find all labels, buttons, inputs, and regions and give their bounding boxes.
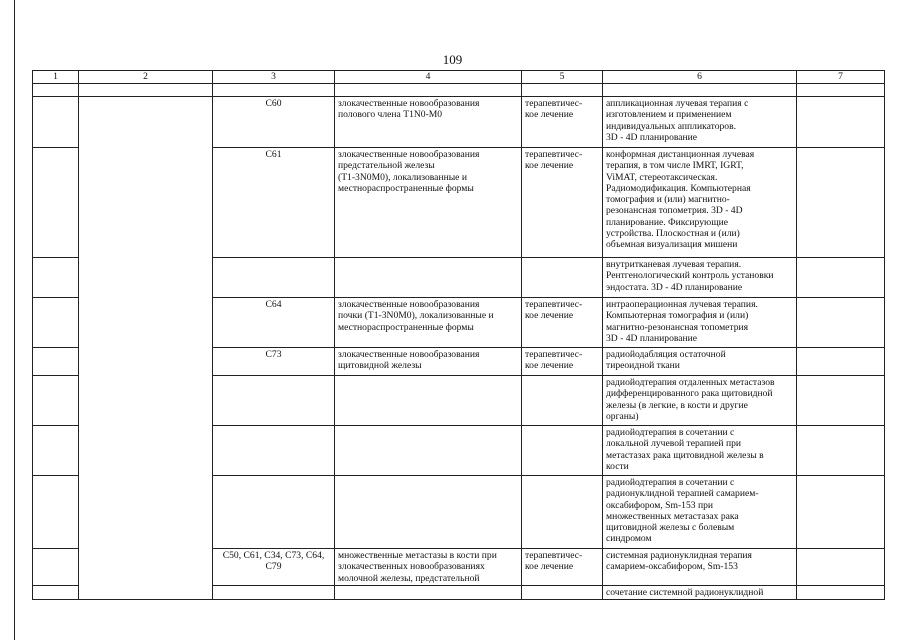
diagnosis-code-cell xyxy=(213,376,335,426)
treatment-method-cell-line: сочетание системной радионуклидной xyxy=(606,586,764,598)
treatment-method-cell-line: радиойодтерапия в сочетании с xyxy=(606,477,735,488)
col7-cell xyxy=(797,476,885,549)
treatment-method-cell-line: синдромом xyxy=(606,533,652,545)
page-number: 109 xyxy=(442,52,463,67)
col7-cell xyxy=(797,258,885,298)
treatment-method-cell-line: локальной лучевой терапией при xyxy=(606,438,742,450)
treatment-method-cell-line: органы) xyxy=(606,410,639,422)
treatment-method-cell-line: радиойодтерапия в сочетании с xyxy=(606,427,735,438)
col1-cell xyxy=(33,97,79,148)
diagnosis-cell-line: злокачественные новообразования xyxy=(338,149,480,160)
treatment-method-cell xyxy=(603,258,797,298)
treatment-method-cell-line: оксабифором, Sm-153 при xyxy=(606,499,714,511)
diagnosis-code-cell xyxy=(213,84,335,97)
col7-cell xyxy=(797,585,885,599)
diagnosis-code-cell xyxy=(213,148,335,258)
column-number-header-row xyxy=(33,71,885,84)
col2-cell xyxy=(79,97,213,600)
diagnosis-cell-line: предстательной железы xyxy=(338,160,435,172)
treatment-type-cell-line: терапевтичес- xyxy=(525,149,583,160)
diagnosis-cell xyxy=(335,84,522,97)
treatment-type-cell xyxy=(522,376,603,426)
diagnosis-cell-line: щитовидной железы xyxy=(338,360,422,372)
treatment-method-cell-line: кости xyxy=(606,460,629,472)
col1-cell xyxy=(33,476,79,549)
diagnosis-cell-line: местнораспространенные формы xyxy=(338,321,474,333)
treatment-method-cell xyxy=(603,148,797,258)
treatment-method-cell xyxy=(603,84,797,97)
treatment-method-cell-line: самарием-оксабифором, Sm-153 xyxy=(606,561,738,573)
treatment-type-cell-line: терапевтичес- xyxy=(525,299,583,310)
treatment-method-cell-line: радиойодабляция остаточной xyxy=(606,349,726,360)
diagnosis-code-cell xyxy=(213,549,335,586)
diagnosis-code-cell xyxy=(213,585,335,599)
treatment-method-cell-line: резонансная топометрия. 3D - 4D xyxy=(606,205,743,217)
col1-cell xyxy=(33,348,79,376)
treatment-type-cell xyxy=(522,585,603,599)
treatment-method-cell xyxy=(603,476,797,549)
treatment-method-cell-line: радиойодтерапия отдаленных метастазов xyxy=(606,377,775,388)
col7-cell xyxy=(797,348,885,376)
diagnosis-cell-line: почки (T1-3N0M0), локализованные и xyxy=(338,310,494,322)
treatment-type-cell-line: кое лечение xyxy=(525,360,574,372)
table-row xyxy=(33,97,885,148)
column-header: 5 xyxy=(522,71,603,84)
diagnosis-cell xyxy=(335,97,522,148)
diagnosis-code-cell-line: C73 xyxy=(265,349,282,360)
treatment-type-cell xyxy=(522,97,603,148)
col2-cell xyxy=(79,84,213,97)
diagnosis-cell-line: местнораспространенные формы xyxy=(338,182,474,194)
treatment-method-cell xyxy=(603,298,797,348)
diagnosis-code-cell xyxy=(213,298,335,348)
treatment-type-cell xyxy=(522,298,603,348)
treatment-method-cell-line: внутритканевая лучевая терапия. xyxy=(606,259,742,270)
treatment-method-cell-line: Компьютерная томография и (или) xyxy=(606,310,749,322)
treatment-method-cell xyxy=(603,549,797,586)
col7-cell xyxy=(797,298,885,348)
diagnosis-cell-line: множественные метастазы в кости при xyxy=(338,550,497,561)
col1-cell xyxy=(33,258,79,298)
treatment-method-cell-line: конформная дистанционная лучевая xyxy=(606,149,755,160)
treatment-method-cell-line: дифференцированного рака щитовидной xyxy=(606,388,773,400)
diagnosis-code-cell xyxy=(213,258,335,298)
treatment-method-cell xyxy=(603,426,797,476)
diagnosis-code-cell-line: C50, C61, C34, C73, C64, xyxy=(222,550,325,561)
treatment-method-cell-line: аппликационная лучевая терапия с xyxy=(606,98,749,109)
treatment-type-cell xyxy=(522,549,603,586)
column-header: 4 xyxy=(335,71,522,84)
treatment-type-cell-line: терапевтичес- xyxy=(525,550,583,561)
diagnosis-code-cell-line: C61 xyxy=(265,149,282,160)
treatment-method-cell-line: метастазах рака щитовидной железы в xyxy=(606,449,764,461)
treatment-type-cell xyxy=(522,148,603,258)
diagnosis-code-cell-line: C79 xyxy=(265,561,282,573)
column-header: 2 xyxy=(79,71,213,84)
treatment-method-cell xyxy=(603,97,797,148)
diagnosis-cell-line: молочной железы, предстательной xyxy=(338,572,480,584)
treatment-type-cell xyxy=(522,476,603,549)
treatment-type-cell-line: кое лечение xyxy=(525,109,574,121)
treatment-method-cell-line: эндостата. 3D - 4D планирование xyxy=(606,281,743,293)
col7-cell xyxy=(797,97,885,148)
treatment-method-cell-line: тиреоидной ткани xyxy=(606,360,680,372)
column-header: 3 xyxy=(213,71,335,84)
column-header: 7 xyxy=(797,71,885,84)
diagnosis-cell xyxy=(335,376,522,426)
treatment-method-cell-line: интраоперационная лучевая терапия. xyxy=(606,299,758,310)
diagnosis-cell xyxy=(335,258,522,298)
treatment-method-cell-line: множественных метастазах рака xyxy=(606,510,739,522)
diagnosis-code-cell xyxy=(213,426,335,476)
treatment-method-cell-line: 3D - 4D планирование xyxy=(606,131,698,143)
diagnosis-code-cell xyxy=(213,476,335,549)
treatment-method-cell-line: индивидуальных аппликаторов. xyxy=(606,120,737,132)
treatment-method-cell xyxy=(603,585,797,599)
col1-cell xyxy=(33,298,79,348)
treatment-type-cell xyxy=(522,348,603,376)
treatment-method-cell-line: системная радионуклидная терапия xyxy=(606,550,752,561)
treatment-type-cell-line: кое лечение xyxy=(525,310,574,322)
treatment-method-cell xyxy=(603,376,797,426)
treatment-method-cell-line: Радиомодификация. Компьютерная xyxy=(606,182,751,194)
col1-cell xyxy=(33,84,79,97)
diagnosis-code-cell xyxy=(213,348,335,376)
diagnosis-cell xyxy=(335,476,522,549)
treatment-method-cell-line: планирование. Фиксирующие xyxy=(606,216,728,228)
treatment-method-cell-line: магнитно-резонансная топометрия xyxy=(606,321,749,333)
diagnosis-cell-line: злокачественных новообразованиях xyxy=(338,561,485,573)
diagnosis-cell xyxy=(335,549,522,586)
treatment-type-cell xyxy=(522,426,603,476)
col7-cell xyxy=(797,376,885,426)
col7-cell xyxy=(797,549,885,586)
treatment-method-cell-line: железы (в легкие, в кости и другие xyxy=(606,399,748,411)
diagnosis-code-cell-line: C60 xyxy=(265,98,282,109)
col1-cell xyxy=(33,148,79,258)
treatment-type-cell-line: кое лечение xyxy=(525,561,574,573)
treatment-method-cell-line: терапия, в том числе IMRT, IGRT, xyxy=(606,160,744,172)
col7-cell xyxy=(797,426,885,476)
diagnosis-code-cell-line: C64 xyxy=(265,299,282,310)
table-row xyxy=(33,84,885,97)
treatment-method-cell-line: радионуклидной терапией самарием- xyxy=(606,488,759,500)
col1-cell xyxy=(33,585,79,599)
medical-procedures-table xyxy=(32,70,885,600)
column-header: 6 xyxy=(603,71,797,84)
treatment-method-cell-line: объемная визуализация мишени xyxy=(606,239,738,251)
treatment-type-cell xyxy=(522,258,603,298)
diagnosis-cell-line: злокачественные новообразования xyxy=(338,98,480,109)
treatment-method-cell xyxy=(603,348,797,376)
col1-cell xyxy=(33,426,79,476)
page-left-border xyxy=(14,0,15,640)
diagnosis-cell xyxy=(335,585,522,599)
diagnosis-cell-line: злокачественные новообразования xyxy=(338,349,480,360)
diagnosis-cell-line: злокачественные новообразования xyxy=(338,299,480,310)
treatment-method-cell-line: устройства. Плоскостная и (или) xyxy=(606,228,740,240)
diagnosis-cell xyxy=(335,298,522,348)
diagnosis-cell-line: полового члена T1N0-M0 xyxy=(338,109,443,121)
treatment-method-cell-line: щитовидной железы с болевым xyxy=(606,522,735,534)
col1-cell xyxy=(33,376,79,426)
col1-cell xyxy=(33,549,79,586)
treatment-method-cell-line: томография и (или) магнитно- xyxy=(606,194,730,206)
treatment-method-cell-line: 3D - 4D планирование xyxy=(606,332,698,344)
treatment-method-cell-line: изготовлением и применением xyxy=(606,109,732,121)
diagnosis-cell-line: (T1-3N0M0), локализованные и xyxy=(338,171,467,183)
treatment-type-cell-line: кое лечение xyxy=(525,160,574,172)
diagnosis-cell xyxy=(335,348,522,376)
treatment-type-cell-line: терапевтичес- xyxy=(525,349,583,360)
col7-cell xyxy=(797,84,885,97)
column-header: 1 xyxy=(33,71,79,84)
diagnosis-cell xyxy=(335,148,522,258)
diagnosis-code-cell xyxy=(213,97,335,148)
treatment-method-cell-line: ViMAT, стереотаксическая. xyxy=(606,171,718,183)
diagnosis-cell xyxy=(335,426,522,476)
treatment-type-cell-line: терапевтичес- xyxy=(525,98,583,109)
treatment-type-cell xyxy=(522,84,603,97)
col7-cell xyxy=(797,148,885,258)
treatment-method-cell-line: Рентгенологический контроль установки xyxy=(606,270,774,282)
